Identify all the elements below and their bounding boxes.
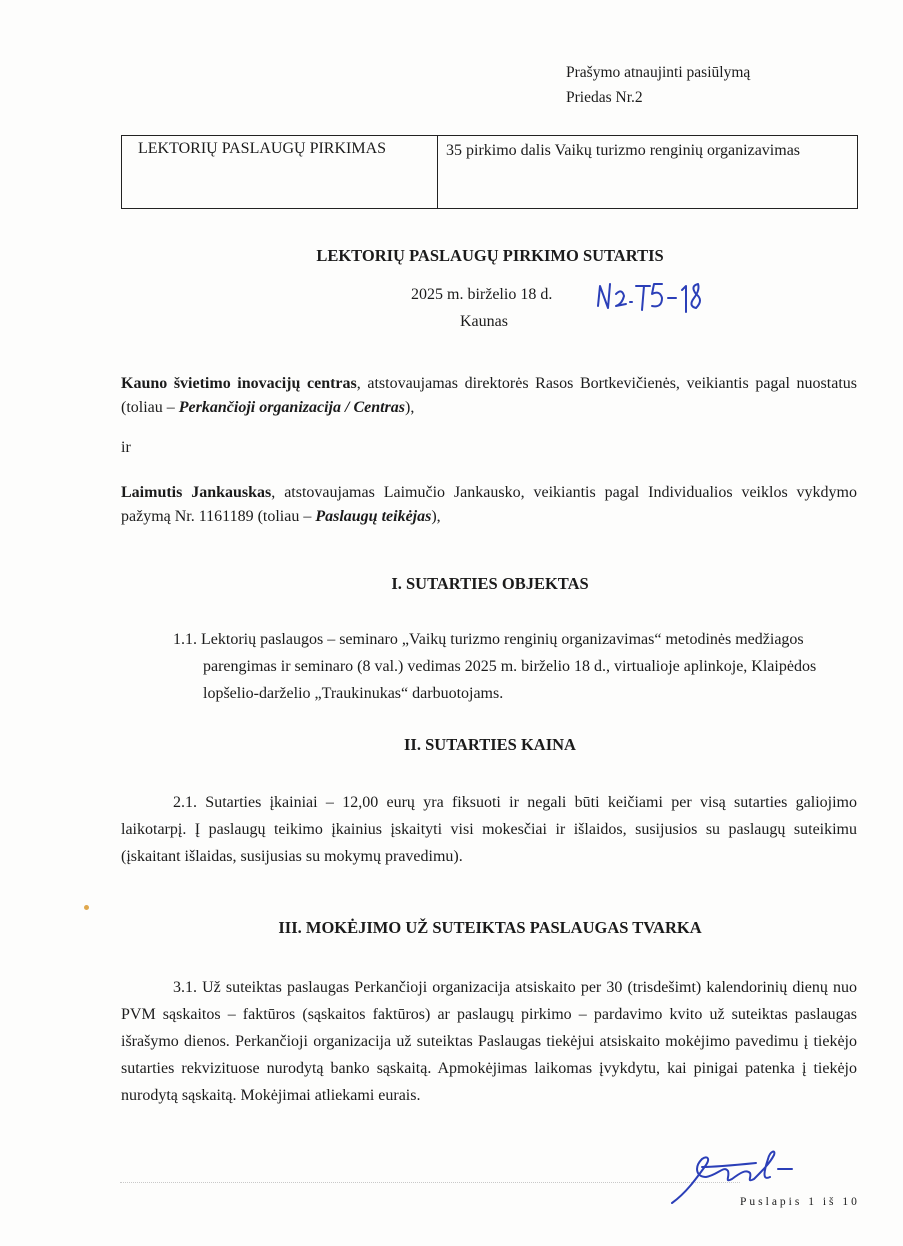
clause-2-1: 2.1. Sutarties įkainiai – 12,00 eurų yra fiksuoti ir negali būti keičiami per visą sutarties galiojimo laikotarpį. Į paslaugų teikimo įkainius įskaityti visi mokesčiai ir išlaidos, susijusios su paslaugų suteikimu (įskaitant išlaidas, susijusias su mokymų pravedimu).	[121, 794, 857, 865]
party1-text: , atstovaujamas direktorės Rasos Bortkevičienės, veikiantis pagal nuostatus (toliau –	[121, 375, 857, 416]
top-note-line2: Priedas Nr.2	[566, 89, 643, 106]
party1-paragraph	[121, 372, 857, 420]
party1-alias: Perkančioji organizacija / Centras	[178, 399, 406, 416]
header-table-right-cell: 35 pirkimo dalis Vaikų turizmo renginių organizavimas	[446, 142, 801, 159]
header-table	[121, 135, 858, 209]
section-heading-2: II. SUTARTIES KAINA	[404, 735, 576, 754]
party2-alias: Paslaugų teikėjas	[315, 508, 432, 525]
section-heading-3: III. MOKĖJIMO UŽ SUTEIKTAS PASLAUGAS TVARKA	[278, 918, 702, 937]
party2-paragraph	[121, 481, 857, 529]
section-heading-1: I. SUTARTIES OBJEKTAS	[391, 574, 589, 593]
contract-city: Kaunas	[460, 313, 508, 330]
conjunction: ir	[121, 439, 131, 456]
handwritten-number-stamp	[594, 276, 709, 316]
party1-end: ),	[405, 399, 415, 416]
contract-date: 2025 m. birželio 18 d.	[411, 286, 553, 303]
footer-divider	[120, 1182, 740, 1183]
party2-end: ),	[431, 508, 441, 525]
page-number: Puslapis 1 iš 10	[740, 1196, 860, 1208]
clause-3-1: 3.1. Už suteiktas paslaugas Perkančioji organizacija atsiskaito per 30 (trisdešimt) kalendorinių dienų nuo PVM sąskaitos – faktūros (sąskaitos faktūros) ar paslaugų pirkimo – pardavimo kvito už suteiktas paslaugas išrašymo dienos. Perkančioji organizacija už suteiktas Paslaugas tiekėjui atsiskaito mokėjimo pavedimu į tiekėjo sutarties rekvizituose nurodytą banko sąskaitą. Apmokėjimas laikomas įvykdytu, kai pinigai patenka į tiekėjo nurodytą sąskaitą. Mokėjimai atliekami eurais.	[121, 979, 857, 1104]
contract-title: LEKTORIŲ PASLAUGŲ PIRKIMO SUTARTIS	[316, 246, 664, 265]
top-note-line1: Prašymo atnaujinti pasiūlymą	[566, 64, 751, 81]
top-note	[566, 60, 750, 110]
party1-name: Kauno švietimo inovacijų centras	[121, 375, 357, 392]
header-table-left-cell: LEKTORIŲ PASLAUGŲ PIRKIMAS	[122, 136, 438, 208]
party2-name: Laimutis Jankauskas	[121, 484, 272, 501]
scan-speck	[84, 905, 89, 910]
party2-text: , atstovaujamas Laimučio Jankausko, veikiantis pagal Individualios veiklos vykdymo pažymą Nr. 1161189 (toliau –	[121, 484, 858, 525]
clause-1-1: 1.1. Lektorių paslaugos – seminaro „Vaikų turizmo renginių organizavimas“ metodinės medžiagos parengimas ir seminaro (8 val.) vedimas 2025 m. birželio 18 d., virtualioje aplinkoje, Klaipėdos lopšelio-darželio „Traukinukas“ darbuotojams.	[173, 631, 817, 702]
